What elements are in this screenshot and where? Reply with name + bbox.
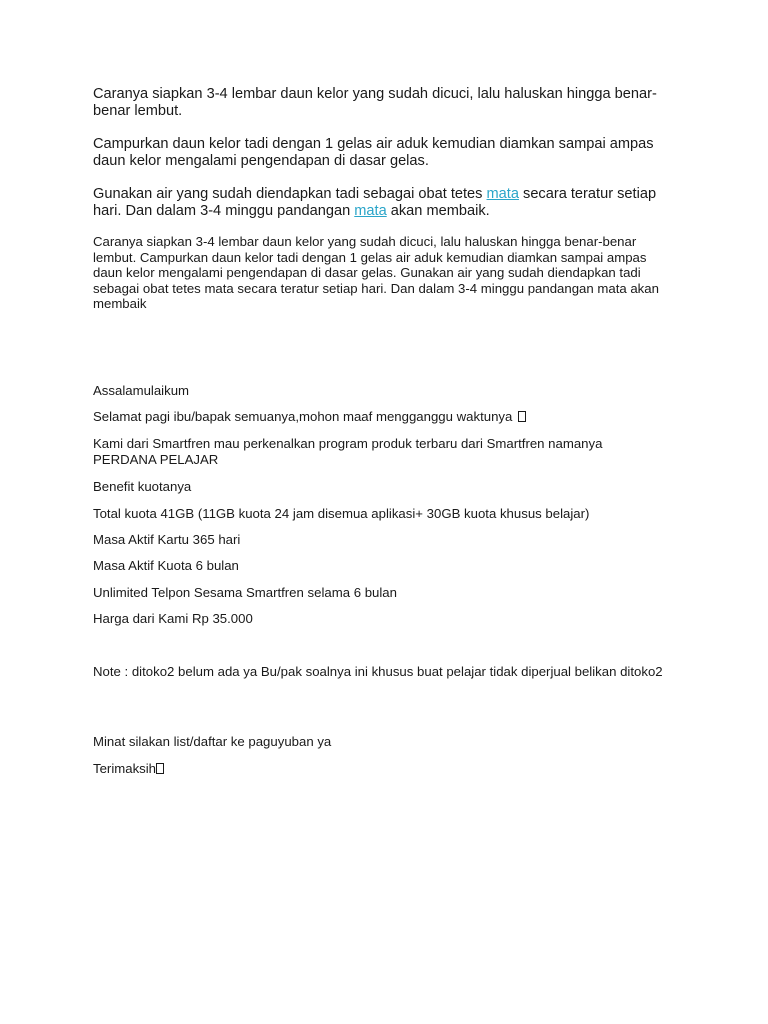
note-line: Note : ditoko2 belum ada ya Bu/pak soalnya ini khusus buat pelajar tidak diperjual belikan ditoko2 — [93, 664, 663, 679]
document-page — [93, 86, 673, 776]
mata-link-2[interactable]: mata — [354, 203, 387, 219]
greeting-line: Assalamulaikum — [93, 383, 190, 398]
use-text-a: Gunakan air yang sudah diendapkan tadi sebagai obat tetes — [93, 186, 487, 202]
greeting-morning-text: Selamat pagi ibu/bapak semuanya,mohon maaf mengganggu waktunya — [93, 409, 517, 424]
paragraph-prepare: Caranya siapkan 3-4 lembar daun kelor yang sudah dicuci, lalu haluskan hingga benar-benar lembut. — [93, 86, 657, 119]
card-active-line: Masa Aktif Kartu 365 hari — [93, 532, 241, 547]
interest-line: Minat silakan list/daftar ke paguyuban ya — [93, 734, 332, 749]
thanks-line — [93, 761, 164, 777]
unknown-glyph-icon — [156, 763, 164, 774]
use-text-b: secara teratur setiap hari. Dan dalam 3-4 minggu pandangan — [93, 186, 657, 219]
unknown-glyph-icon — [518, 411, 526, 422]
greeting-morning-line — [93, 409, 526, 425]
mata-link-1[interactable]: mata — [486, 186, 519, 202]
paragraph-combined: Caranya siapkan 3-4 lembar daun kelor yang sudah dicuci, lalu haluskan hingga benar-benar lembut. Campurkan daun kelor tadi dengan 1 gelas air aduk kemudian diamkan sampai ampas daun kelor mengalami pengendapan di dasar gelas. Gunakan air yang sudah diendapkan tadi sebagai obat tetes mata secara teratur setiap hari. Dan dalam 3-4 minggu pandangan mata akan membaik — [93, 234, 659, 311]
thanks-text: Terimaksih — [93, 761, 157, 776]
paragraph-use — [93, 186, 673, 220]
quota-total-line: Total kuota 41GB (11GB kuota 24 jam disemua aplikasi+ 30GB kuota khusus belajar) — [93, 506, 590, 521]
intro-line: Kami dari Smartfren mau perkenalkan program produk terbaru dari Smartfren namanya PERDANA PELAJAR — [93, 436, 603, 467]
paragraph-mix: Campurkan daun kelor tadi dengan 1 gelas air aduk kemudian diamkan sampai ampas daun kelor mengalami pengendapan di dasar gelas. — [93, 136, 654, 169]
use-text-c: akan membaik. — [386, 203, 490, 219]
quota-active-line: Masa Aktif Kuota 6 bulan — [93, 558, 239, 573]
benefit-heading: Benefit kuotanya — [93, 479, 192, 494]
price-line: Harga dari Kami Rp 35.000 — [93, 611, 253, 626]
unlimited-call-line: Unlimited Telpon Sesama Smartfren selama 6 bulan — [93, 585, 397, 600]
